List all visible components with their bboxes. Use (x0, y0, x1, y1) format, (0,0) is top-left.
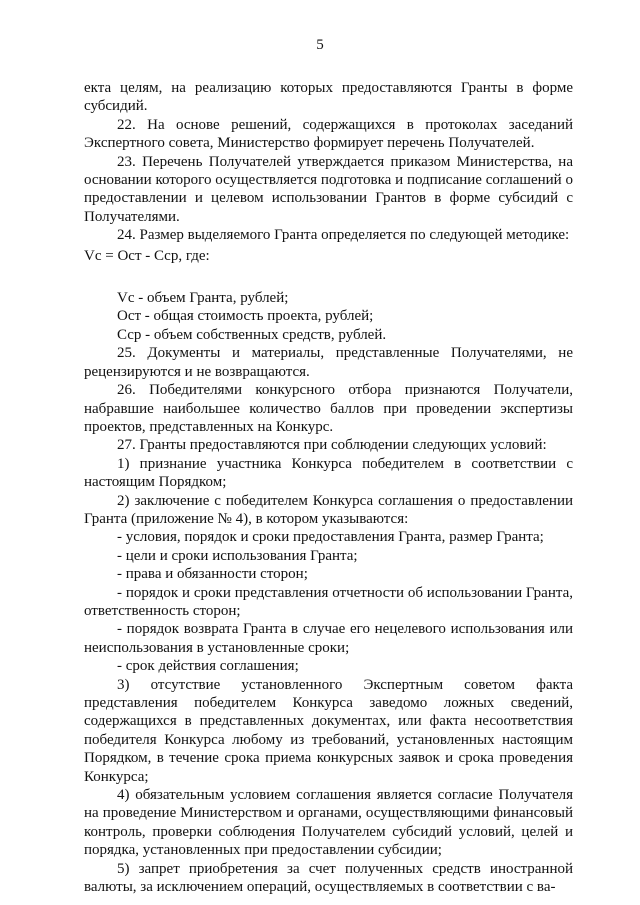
sub-list-item: - срок действия соглашения; (117, 658, 299, 675)
sub-list-item: - цели и сроки использования Гранта; (117, 547, 358, 564)
formula: Vc = Ост - Сср, где: (84, 247, 210, 264)
list-item: 3) отсутствие установленного Экспертным советом факта представления победителем Конкурса заведомо ложных сведений, содержащихся в представленных документах, или факта несоответствия победителя Конкурса любому из требований, установленных настоящим Порядком, в течение срока приема конкурсных заявок и срока проведения Конкурса; (84, 676, 573, 785)
formula-definition: Vc - объем Гранта, рублей; (117, 290, 289, 307)
paragraph: 22. На основе решений, содержащихся в протоколах заседаний Экспертного совета, Министерство формирует перечень Получателей. (84, 116, 573, 152)
list-item: 4) обязательным условием соглашения является согласие Получателя на проведение Министерством и органами, осуществляющими финансовый контроль, проверки соблюдения Получателем субсидий условий, целей и порядка, установленных при предоставлении субсидии; (84, 787, 573, 859)
sub-list-item: - порядок возврата Гранта в случае его нецелевого использования или неиспользования в установленные сроки; (84, 621, 573, 656)
sub-list-item: - порядок и сроки представления отчетности об использовании Гранта, ответственность сторон; (84, 584, 573, 619)
paragraph: 23. Перечень Получателей утверждается приказом Министерства, на основании которого осуществляется подготовка и подписание соглашений о предоставлении и целевом использовании Грантов в форме субсидий с Получателями. (84, 153, 573, 225)
list-item: 1) признание участника Конкурса победителем в соответствии с настоящим Порядком; (84, 455, 573, 491)
paragraph: 24. Размер выделяемого Гранта определяется по следующей методике: (117, 227, 570, 244)
page-number: 5 (316, 37, 324, 53)
paragraph: екта целям, на реализацию которых предоставляются Гранты в форме субсидий. (84, 80, 573, 115)
formula-definition: Ост - общая стоимость проекта, рублей; (117, 308, 374, 325)
list-item: 5) запрет приобретения за счет полученных средств иностранной валюты, за исключением операций, осуществляемых в соответствии с ва- (84, 860, 573, 896)
paragraph: 26. Победителями конкурсного отбора признаются Получатели, набравшие наибольшее количество баллов при проведении экспертизы проектов, представленных на Конкурс. (84, 382, 573, 435)
sub-list-item: - права и обязанности сторон; (117, 566, 308, 583)
sub-list-item: - условия, порядок и сроки предоставления Гранта, размер Гранта; (117, 529, 544, 546)
paragraph: 25. Документы и материалы, представленные Получателями, не рецензируются и не возвращаются. (84, 345, 573, 380)
document-body (84, 79, 573, 896)
list-item: 2) заключение с победителем Конкурса соглашения о предоставлении Гранта (приложение № 4), в котором указываются: (84, 492, 573, 527)
formula-definition: Сср - объем собственных средств, рублей. (117, 326, 387, 343)
paragraph: 27. Гранты предоставляются при соблюдении следующих условий: (117, 437, 547, 454)
